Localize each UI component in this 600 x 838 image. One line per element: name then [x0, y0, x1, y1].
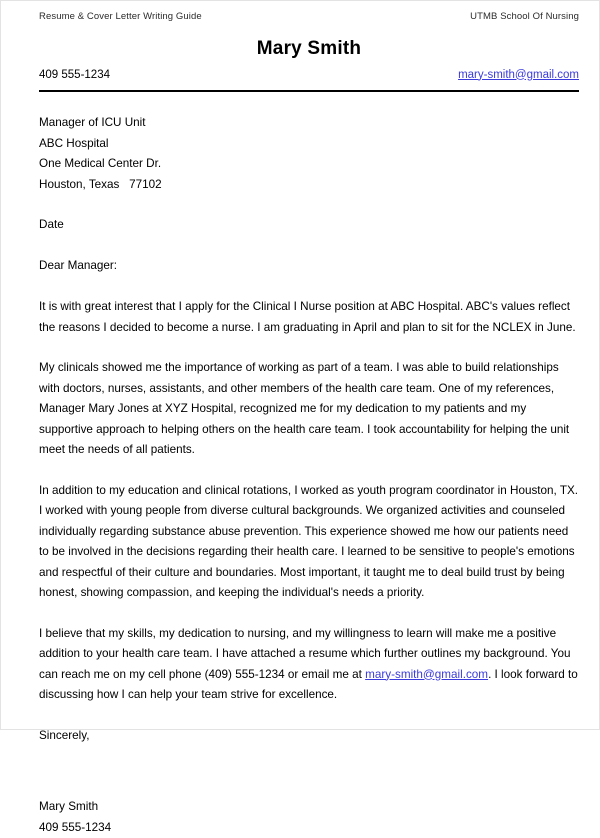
salutation: Dear Manager:	[39, 256, 579, 277]
paragraph-4-text-before-link: I believe that my skills, my dedication to nursing, and my willingness to learn will make me a positive addition to your health care team. I have attached a resume which further outlines my background. You can reach me on my cell phone (409) 555-1234 or email me at	[39, 627, 570, 681]
letterhead-email-link[interactable]: mary-smith@gmail.com	[458, 70, 579, 82]
paragraph-4-text-after-link: . I look forward to discussing how I can help your team strive for excellence.	[39, 668, 578, 702]
signature-block	[39, 797, 579, 838]
recipient-line-2: ABC Hospital	[39, 134, 579, 155]
recipient-line-3: One Medical Center Dr.	[39, 154, 579, 175]
date-line: Date	[39, 215, 579, 236]
letterhead-phone: 409 555-1234	[39, 70, 110, 82]
letterhead-divider	[39, 90, 579, 92]
signature-phone: 409 555-1234	[39, 818, 579, 838]
recipient-line-4: Houston, Texas 77102	[39, 175, 579, 196]
closing-line: Sincerely,	[39, 726, 579, 747]
body-paragraph-2: My clinicals showed me the importance of working as part of a team. I was able to build relationships with doctors, nurses, assistants, and other members of the health care team. One of my references, Manager Mary Jones at XYZ Hospital, recognized me for my dedication to my patients and my supportive approach to helping others on the health care team. I took accountability for helping the unit meet the needs of all patients.	[39, 358, 579, 461]
signature-name: Mary Smith	[39, 797, 579, 818]
inline-email-link[interactable]: mary-smith@gmail.com	[365, 668, 488, 681]
recipient-line-1: Manager of ICU Unit	[39, 113, 579, 134]
letter-body	[39, 113, 579, 838]
body-paragraph-1: It is with great interest that I apply for the Clinical I Nurse position at ABC Hospital. ABC's values reflect the reasons I decided to become a nurse. I am graduating in April and plan to sit for the NCLEX in June.	[39, 297, 579, 338]
running-head	[39, 1, 579, 22]
page-content	[39, 1, 579, 838]
body-paragraph-4	[39, 624, 579, 706]
running-head-left: Resume & Cover Letter Writing Guide	[39, 12, 202, 22]
letterhead-contact-row	[39, 70, 579, 82]
running-head-right: UTMB School Of Nursing	[470, 12, 579, 22]
recipient-address-block	[39, 113, 579, 195]
body-paragraph-3: In addition to my education and clinical rotations, I worked as youth program coordinator in Houston, TX. I worked with young people from diverse cultural backgrounds. We organized activities and counseled individually regarding substance abuse prevention. This experience showed me how our patients need to be involved in the decisions regarding their health care. I learned to be sensitive to people's emotions and respectful of their culture and boundaries. Most important, it taught me to deal build trust by being honest, showing compassion, and keeping the individual's needs a priority.	[39, 481, 579, 604]
letterhead-name: Mary Smith	[39, 39, 579, 58]
